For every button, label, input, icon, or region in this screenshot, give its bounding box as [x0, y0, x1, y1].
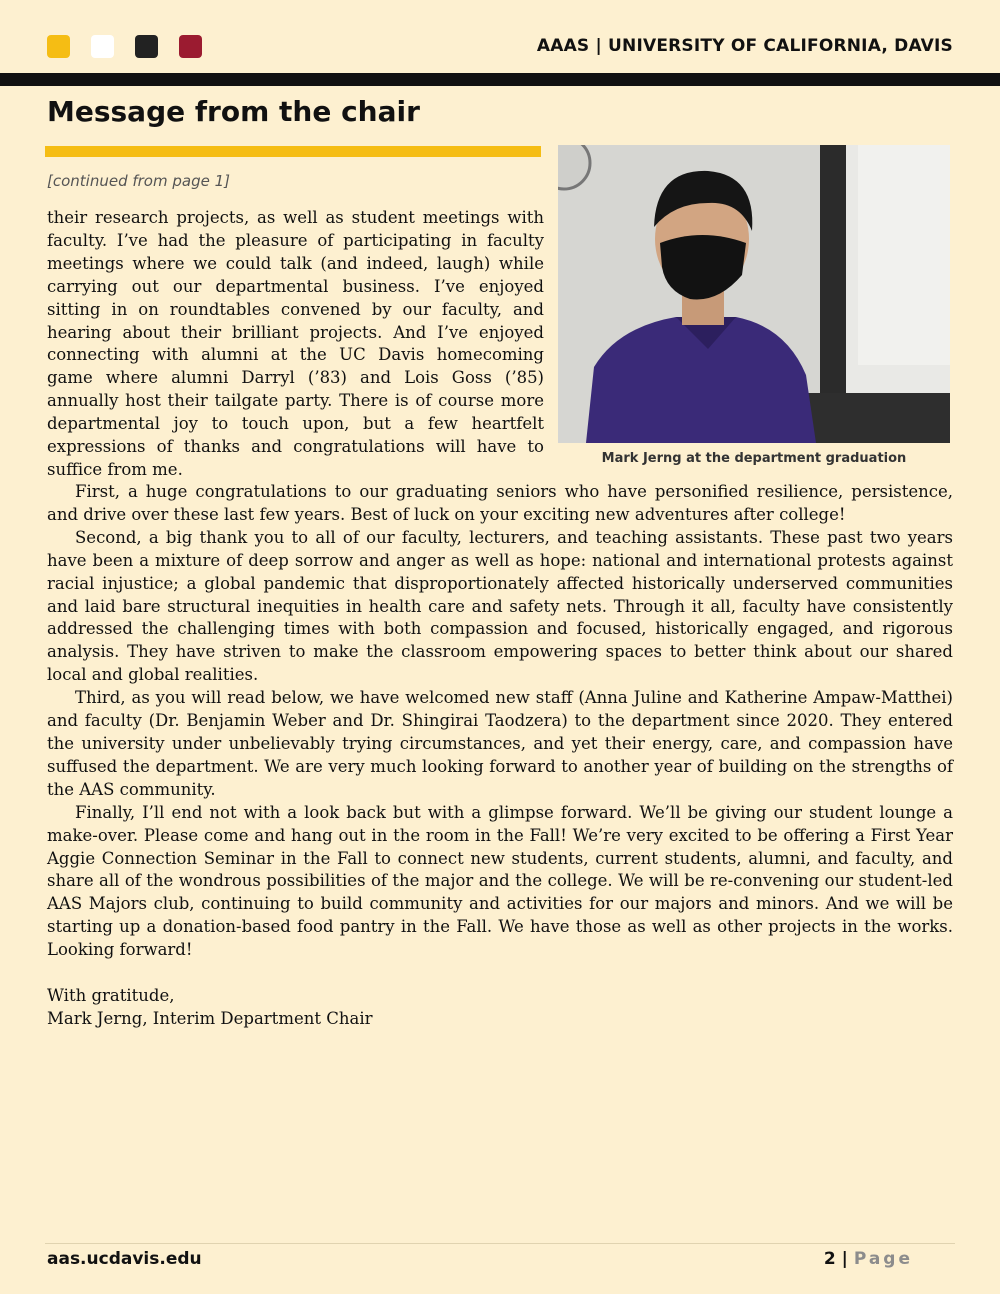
footer-website-link[interactable]: aas.ucdavis.edu	[47, 1249, 202, 1269]
paragraph-finally: Finally, I’ll end not with a look back but with a glimpse forward. We’ll be giving our student lounge a make-over. Please come and hang out in the room in the Fall! We’re very excited to be offering a First Year Aggie Connection Seminar in the Fall to connect new students, current students, alumni, and faculty, and share all of the wondrous possibilities of the major and the college. We will be re-convening our student-led AAS Majors club, continuing to build community and activities for our majors and minors. And we will be starting up a donation-based food pantry in the Fall. We have those as well as other projects in the works. Looking forward!	[47, 802, 953, 960]
article-body	[47, 481, 953, 962]
paragraph-second: Second, a big thank you to all of our faculty, lecturers, and teaching assistants. These past two years have been a mixture of deep sorrow and anger as well as hope: national and international protests against racial injustice; a global pandemic that disproportionately affected historically underserved communities and laid bare structural inequities in health care and safety nets. Through it all, faculty have consistently addressed the challenging times with both compassion and focused, historically engaged, and rigorous analysis. They have striven to make the classroom empowering spaces to better think about our shared local and global realities.	[47, 527, 953, 685]
page-word: Page	[853, 1249, 913, 1269]
page-separator: |	[841, 1249, 848, 1269]
yellow-swatch	[47, 35, 70, 58]
chair-photo-illustration	[558, 145, 950, 443]
maroon-swatch	[179, 35, 202, 58]
title-underline	[45, 146, 541, 157]
page-title: Message from the chair	[47, 95, 420, 128]
white-swatch	[91, 35, 114, 58]
header-title: AAAS | UNIVERSITY OF CALIFORNIA, DAVIS	[536, 36, 953, 56]
header-divider	[0, 73, 1000, 86]
chair-photo	[558, 145, 950, 443]
footer-divider	[45, 1243, 955, 1244]
page-number: 2	[823, 1249, 836, 1269]
photo-caption: Mark Jerng at the department graduation	[601, 451, 907, 466]
closing-line: With gratitude,	[47, 986, 175, 1005]
paragraph-third: Third, as you will read below, we have welcomed new staff (Anna Juline and Katherine Ampaw-Matthei) and faculty (Dr. Benjamin Weber and Dr. Shingirai Taodzera) to the department since 2020. They entered the university under unbelievably trying circumstances, and yet their energy, care, and compassion have suffused the department. We are very much looking forward to another year of building on the strengths of the AAS community.	[47, 688, 953, 799]
page-indicator	[824, 1249, 913, 1269]
sign-off	[47, 985, 953, 1031]
signature: Mark Jerng, Interim Department Chair	[47, 1008, 373, 1028]
paragraph-first: First, a huge congratulations to our graduating seniors who have personified resilience, persistence, and drive over these last few years. Best of luck on your exciting new adventures after college!	[47, 482, 953, 524]
color-swatches	[47, 35, 202, 58]
black-swatch	[135, 35, 158, 58]
first-paragraph: their research projects, as well as student meetings with faculty. I’ve had the pleasure of participating in faculty meetings where we could talk (and indeed, laugh) while carrying out our departmental business. I’ve enjoyed sitting in on roundtables convened by our faculty, and hearing about their brilliant projects. And I’ve enjoyed connecting with alumni at the UC Davis homecoming game where alumni Darryl (’83) and Lois Goss (’85) annually host their tailgate party. There is of course more departmental joy to touch upon, but a few heartfelt expressions of thanks and congratulations will have to suffice from me.	[47, 208, 544, 479]
continued-note: [continued from page 1]	[47, 172, 230, 190]
